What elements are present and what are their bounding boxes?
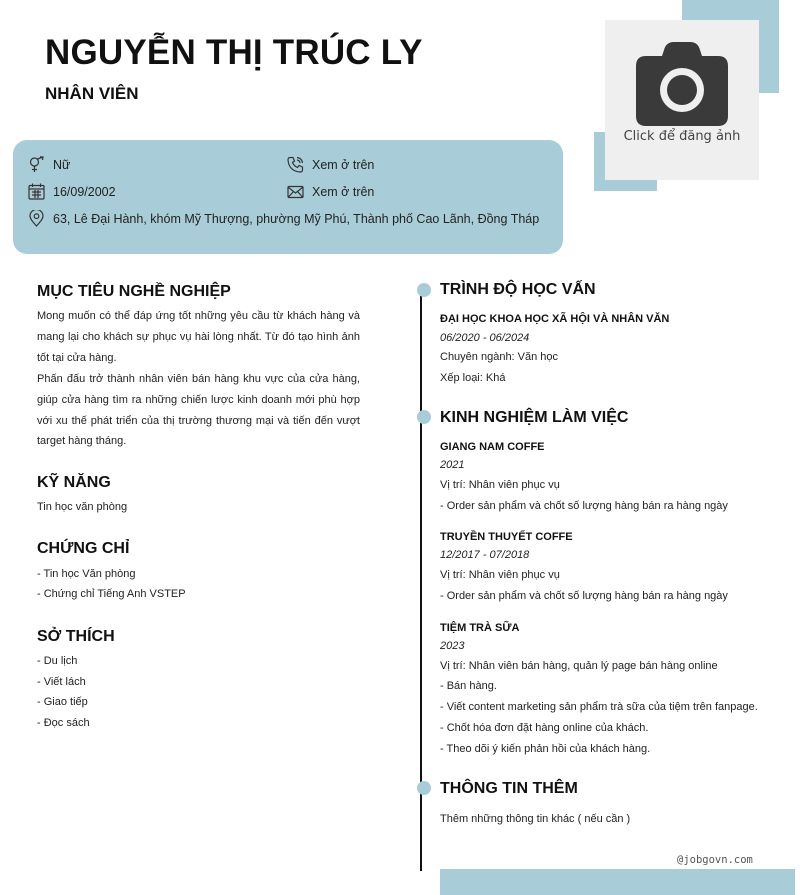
photo-caption: Click để đăng ảnh (623, 129, 741, 144)
dob-value: 16/09/2002 (53, 184, 116, 199)
hobby-item: - Đọc sách (37, 717, 90, 729)
job-line: - Order sản phẩm và chốt số lượng hàng bán ra hàng ngày (440, 590, 728, 602)
gender-row (28, 156, 70, 173)
skills-title: KỸ NĂNG (37, 474, 111, 491)
job-line: - Chốt hóa đơn đặt hàng online của khách. (440, 722, 649, 734)
decor-block-bottom (440, 869, 795, 895)
job-period: 12/2017 - 07/2018 (440, 549, 530, 561)
hobby-item: - Viết lách (37, 676, 86, 688)
phone-icon (287, 156, 304, 173)
job-line: Vị trí: Nhân viên phục vụ (440, 479, 560, 491)
certificate-item: - Chứng chỉ Tiếng Anh VSTEP (37, 588, 186, 600)
objective-title: MỤC TIÊU NGHỀ NGHIỆP (37, 283, 231, 300)
timeline-dot (417, 283, 431, 297)
email-row (287, 183, 374, 200)
education-rank: Xếp loại: Khá (440, 372, 506, 384)
job-company: TIỆM TRÀ SỮA (440, 622, 520, 634)
gender-icon (28, 156, 45, 173)
job-company: GIANG NAM COFFE (440, 441, 545, 453)
phone-value: Xem ở trên (312, 157, 375, 172)
candidate-name: NGUYỄN THỊ TRÚC LY (45, 33, 423, 72)
education-major: Chuyên ngành: Văn học (440, 351, 559, 363)
education-school: ĐẠI HỌC KHOA HỌC XÃ HỘI VÀ NHÂN VĂN (440, 313, 670, 325)
job-company: TRUYỀN THUYẾT COFFE (440, 531, 573, 543)
gender-value: Nữ (53, 157, 71, 172)
job-period: 2023 (440, 640, 465, 652)
address-row (28, 210, 539, 227)
email-value: Xem ở trên (312, 184, 375, 199)
timeline-dot (417, 410, 431, 424)
extra-info-title: THÔNG TIN THÊM (440, 780, 578, 797)
hobby-item: - Du lịch (37, 655, 78, 667)
job-title: NHÂN VIÊN (45, 84, 139, 103)
hobbies-title: SỞ THÍCH (37, 628, 115, 645)
experience-title: KINH NGHIỆM LÀM VIỆC (440, 409, 629, 426)
hobby-item: - Giao tiếp (37, 696, 88, 708)
photo-upload[interactable] (605, 20, 759, 180)
objective-paragraph-2: Phấn đấu trở thành nhân viên bán hàng khu vực của cửa hàng, giúp cửa hàng tìm ra những chiến lược kinh doanh mới phù hợp với xu thế phát triển của thị trường thương mại và tiến đến vượt target hàng tháng. (37, 373, 360, 448)
certificates-title: CHỨNG CHỈ (37, 540, 130, 557)
skill-item: Tin học văn phòng (37, 501, 128, 513)
dob-row (28, 183, 116, 200)
job-line: Vị trí: Nhân viên phục vụ (440, 569, 560, 581)
certificate-item: - Tin học Văn phòng (37, 568, 136, 580)
job-line: - Order sản phẩm và chốt số lượng hàng bán ra hàng ngày (440, 500, 728, 512)
calendar-icon (28, 183, 45, 200)
mail-icon (287, 183, 304, 200)
education-period: 06/2020 - 06/2024 (440, 332, 530, 344)
extra-info-text: Thêm những thông tin khác ( nếu cần ) (440, 813, 631, 825)
watermark: @jobgovn.com (677, 854, 753, 866)
timeline-dot (417, 781, 431, 795)
job-line: - Theo dõi ý kiến phản hồi của khách hàng. (440, 743, 651, 755)
objective-paragraph-1: Mong muốn có thể đáp ứng tốt những yêu cầu từ khách hàng và mang lại cho khách sự phục vụ hài lòng nhất. Từ đó tạo hình ảnh tốt tại cửa hàng. (37, 310, 360, 364)
education-title: TRÌNH ĐỘ HỌC VẤN (440, 281, 596, 298)
job-line: - Bán hàng. (440, 680, 497, 692)
address-value: 63, Lê Đại Hành, khóm Mỹ Thượng, phường Mỹ Phú, Thành phố Cao Lãnh, Đồng Tháp (53, 211, 540, 226)
location-pin-icon (28, 210, 45, 227)
camera-icon (636, 42, 728, 126)
job-period: 2021 (440, 459, 465, 471)
job-line: - Viết content marketing sản phẩm trà sữa của tiệm trên fanpage. (440, 701, 758, 713)
job-line: Vị trí: Nhân viên bán hàng, quản lý page bán hàng online (440, 660, 718, 672)
phone-row (287, 156, 374, 173)
